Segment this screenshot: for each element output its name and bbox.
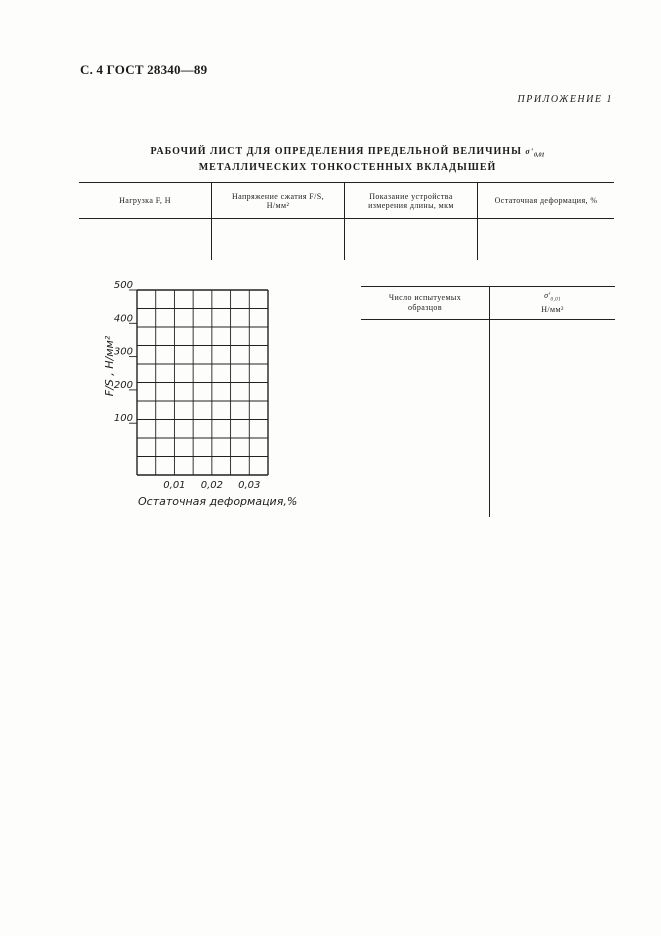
sigma-char-2: σ' — [544, 290, 551, 300]
cell-deformation — [478, 219, 615, 261]
y-tick-label: 200 — [113, 379, 133, 391]
y-axis-label: F/S , Н/мм² — [103, 335, 116, 397]
worksheet-title — [80, 146, 615, 174]
cell-load — [79, 219, 212, 261]
sigma-subscript-2: 0,01 — [550, 297, 561, 303]
x-tick-label: 0,01 — [163, 480, 186, 491]
specimen-count-line-1: Число испытуемых — [388, 293, 462, 302]
appendix-label: ПРИЛОЖЕНИЕ 1 — [517, 94, 613, 105]
y-tick-label: 400 — [113, 313, 133, 325]
stress-deformation-chart — [100, 280, 300, 515]
sigma-symbol — [525, 147, 545, 159]
title-line-2: МЕТАЛЛИЧЕСКИХ ТОНКОСТЕННЫХ ВКЛАДЫШЕЙ — [198, 161, 497, 173]
chart-grid — [137, 290, 268, 475]
cell-stress — [212, 219, 345, 261]
results-table — [361, 286, 615, 517]
x-axis-label: Остаточная деформация,% — [138, 495, 298, 508]
page-header: С. 4 ГОСТ 28340—89 — [80, 62, 208, 77]
header-specimen-count — [361, 287, 490, 320]
header-stress-unit: Н/мм² — [266, 200, 290, 210]
sigma-symbol-2 — [494, 291, 611, 306]
header-load — [79, 183, 212, 219]
y-tick-label: 300 — [113, 346, 133, 358]
sigma-char: σ' — [525, 147, 534, 156]
y-tick-label: 500 — [113, 280, 133, 291]
header-deformation — [478, 183, 615, 219]
header-deformation-text: Остаточная деформация, % — [494, 196, 598, 205]
sigma-unit: Н/мм² — [541, 305, 564, 315]
x-tick-labels — [163, 480, 260, 491]
cell-sigma — [490, 320, 616, 518]
header-gauge — [345, 183, 478, 219]
cell-gauge — [345, 219, 478, 261]
header-gauge-text: Показание устройства — [369, 191, 453, 201]
header-stress — [212, 183, 345, 219]
header-sigma — [490, 287, 616, 320]
y-tick-label: 100 — [113, 413, 133, 425]
x-tick-label: 0,03 — [238, 480, 261, 491]
title-line-1: РАБОЧИЙ ЛИСТ ДЛЯ ОПРЕДЕЛЕНИЯ ПРЕДЕЛЬНОЙ ВЕЛИЧИНЫ — [150, 146, 526, 157]
x-tick-label: 0,02 — [200, 480, 223, 491]
specimen-count-line-2: образцов — [407, 303, 443, 312]
measurement-table — [79, 182, 614, 260]
cell-specimen-count — [361, 320, 490, 518]
y-tick-labels — [114, 280, 137, 424]
header-load-text: Нагрузка F, Н — [119, 196, 171, 205]
header-stress-text: Напряжение сжатия F/S, — [231, 191, 325, 201]
sigma-subscript: 0,01 — [533, 152, 545, 159]
header-gauge-unit: измерения длины, мкм — [368, 200, 454, 210]
